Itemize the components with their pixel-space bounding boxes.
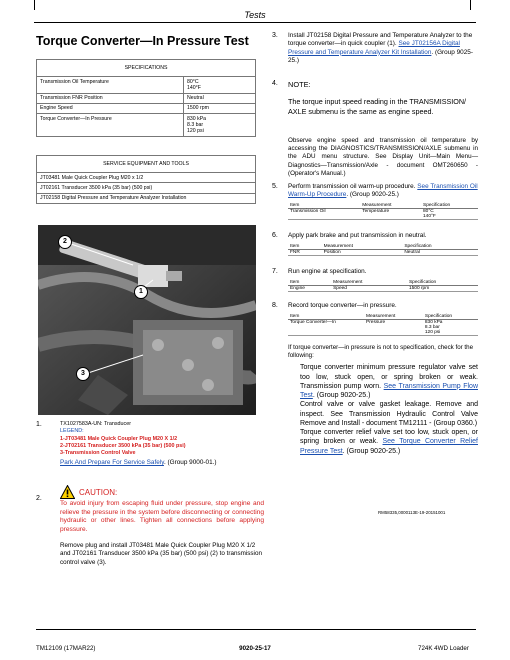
list-item: Torque converter minimum pressure regulator valve set too low, stuck open, or spring broken or weak. Transmission pump worn. See Transmission Pump Flow Test. (Group 9020-25.) <box>300 364 478 400</box>
image-id: TX1027583A-UN: Transducer <box>60 421 132 427</box>
footer-left: TM12109 (17MAR22) <box>36 645 96 652</box>
table-row: FNR Position Neutral <box>288 250 478 256</box>
relief-pressure-link[interactable]: See Torque Converter Relief Pressure Test <box>300 438 478 455</box>
table-row <box>37 114 256 137</box>
header-tick-right <box>470 0 471 10</box>
table-row: Transmission Oil Temperature 80°C 140°F <box>288 208 478 219</box>
tool-item: JT02161 Transducer 3500 kPa (35 bar) (500 psi) <box>37 183 256 193</box>
spec-label: Torque Converter—In Pressure <box>37 114 184 137</box>
header-title: Tests <box>244 10 266 20</box>
legend-item: 3-Transmission Control Valve <box>60 450 136 457</box>
check-list <box>288 363 478 455</box>
spec-label: Engine Speed <box>37 103 184 113</box>
legend-item: 1-JT03481 Male Quick Coupler Plug M20 X 1/2 <box>60 435 178 442</box>
specifications-table <box>36 59 256 137</box>
step-7-table: Item Measurement Specification Engine Speed 1500 rpm <box>288 280 478 292</box>
spec-value: 830 kPa 8.3 bar 120 psi <box>184 114 256 137</box>
table-row <box>37 103 256 113</box>
step-5-block: Perform transmission oil warm-up procedure. See Transmission Oil Warm-Up Procedure. (Group 9020-25.) Item Measurement Specification Transmission Oil Temperature 80°C 140°F <box>288 183 478 219</box>
pump-flow-link[interactable]: See Transmission Pump Flow Test <box>300 382 478 400</box>
note-label: NOTE: <box>288 80 311 89</box>
caution-label: CAUTION: <box>79 487 118 497</box>
step-7-block: Run engine at specification. Item Measurement Specification Engine Speed 1500 rpm <box>288 268 478 292</box>
footer-right: 724K 4WD Loader <box>418 645 469 652</box>
footer-page-number: 9020-25-17 <box>239 645 271 652</box>
spec-label: Transmission Oil Temperature <box>37 77 184 93</box>
callout-2: 2 <box>58 235 72 249</box>
step-1-caption <box>60 421 260 468</box>
footer-rule <box>36 629 476 630</box>
list-item: Control valve or valve gasket leakage. Remove and inspect. See Transmission Hydraulic Control Valve Remove and Install - document TM12111 - (Group 0360.) <box>300 401 478 427</box>
legend-item: 2-JT02161 Transducer 3500 kPa (35 bar) (500 psi) <box>60 442 186 449</box>
tools-table <box>36 155 256 204</box>
spec-value: Neutral <box>184 93 256 103</box>
legend-title: LEGEND: <box>60 428 84 435</box>
page-header <box>0 0 510 22</box>
section-heading: Torque Converter—In Pressure Test <box>36 34 249 48</box>
step-6-table: Item Measurement Specification FNR Position Neutral <box>288 244 478 256</box>
header-tick-left <box>34 0 35 10</box>
tool-item: JT02158 Digital Pressure and Temperature Analyzer Installation <box>37 193 256 203</box>
spec-value: 1500 rpm <box>184 103 256 113</box>
tools-title: SERVICE EQUIPMENT AND TOOLS <box>37 156 256 173</box>
step-6-number: 6. <box>272 232 278 239</box>
specifications-title: SPECIFICATIONS <box>37 60 256 77</box>
step-2-body: Remove plug and install JT03481 Male Quick Coupler Plug M20 X 1/2 and JT02161 Transducer 3500 kPa (35 bar) (500 psi) (2) to transmission control valve (3). <box>60 542 262 566</box>
analyzer-link[interactable]: See JT02156A Digital Pressure and Temperature Analyzer Kit Installation <box>288 40 460 56</box>
tool-item: JT03481 Male Quick Coupler Plug M20 x 1/2 <box>37 173 256 183</box>
step-3-text: Install JT02158 Digital Pressure and Temperature Analyzer to the torque converter—in quick coupler (1). See JT02156A Digital Pressure and Temperature Analyzer Kit Installation. (Group 9025-25.) <box>288 32 473 64</box>
transducer-photo <box>38 225 256 415</box>
warning-icon <box>60 485 75 499</box>
list-item: Torque converter relief valve set too low, stuck open, or spring broken or weak. See Torque Converter Relief Pressure Test. (Group 9020-25.) <box>300 429 478 455</box>
table-row <box>37 93 256 103</box>
step-8-number: 8. <box>272 302 278 309</box>
step-4-number: 4. <box>272 80 278 87</box>
table-row: Torque Converter—In Pressure 830 kPa 8.3 bar 120 psi <box>288 320 478 336</box>
step-8-block: Record torque converter—in pressure. Item Measurement Specification Torque Converter—In Pressure 830 kPa 8.3 bar 120 psi If torque converter—in pressure is not to specification, check for the following: Torque converter minimum pressure regulator valve set too low, stuck open, or spring broken or weak. Transmission pump worn. See Transmission Pump Flow Test. (Group 9020-25.) Control valve or valve gasket leakage. Remove and inspect. See Transmission Hydraulic Control Valve Remove and Install - document TM12111 - (Group 0360.) Torque converter relief valve set too low, stuck open, or spring broken or weak. See Torque Converter Relief Pressure Test. (Group 9020-25.) <box>288 302 478 455</box>
check-intro: If torque converter—in pressure is not to specification, check for the following: <box>288 344 474 360</box>
safety-link[interactable]: Park And Prepare For Service Safely <box>60 459 164 467</box>
note-text: The torque input speed reading in the TRANSMISSION/ AXLE submenu is the same as engine speed. <box>288 97 467 116</box>
step-3-number: 3. <box>272 32 278 39</box>
photo-illustration <box>38 225 256 415</box>
warmup-link[interactable]: See Transmission Oil Warm-Up Procedure <box>288 183 478 199</box>
step-5-table: Item Measurement Specification Transmission Oil Temperature 80°C 140°F <box>288 203 478 220</box>
step-6-block: Apply park brake and put transmission in neutral. Item Measurement Specification FNR Position Neutral <box>288 232 478 256</box>
document-reference: RM58335,0000113E-19-20151001 <box>378 510 446 515</box>
step-8-table: Item Measurement Specification Torque Converter—In Pressure 830 kPa 8.3 bar 120 psi <box>288 314 478 336</box>
safety-reference: Park And Prepare For Service Safely. (Group 9000-01.) <box>60 459 217 467</box>
table-row <box>37 193 256 203</box>
header-rule <box>34 22 476 23</box>
table-row: Engine Speed 1500 rpm <box>288 286 478 292</box>
spec-value: 80°C 140°F <box>184 77 256 93</box>
step-5-number: 5. <box>272 183 278 190</box>
table-row <box>37 77 256 93</box>
spec-label: Transmission FNR Position <box>37 93 184 103</box>
step-2-number: 2. <box>36 495 42 502</box>
caution-block <box>60 485 264 567</box>
caution-text: To avoid injury from escaping fluid under pressure, stop engine and relieve the pressure in the system before disconnecting or connecting hydraulic or other lines. Tighten all connections before applying pressure. <box>60 500 264 533</box>
step-1-number: 1. <box>36 421 42 428</box>
step-7-number: 7. <box>272 268 278 275</box>
step-4-body: Observe engine speed and transmission oil temperature by accessing the DIAGNOSTICS/TRANSMISSION/AXLE submenu in the ADU menu structure. See Display Unit—Main Menu—Diagnostics—Transmission/Axle - document OMT260650 - (Operator's Manual.) <box>288 137 478 177</box>
callout-1: 1 <box>134 285 148 299</box>
callout-3: 3 <box>76 367 90 381</box>
table-row <box>37 173 256 183</box>
table-row <box>37 183 256 193</box>
